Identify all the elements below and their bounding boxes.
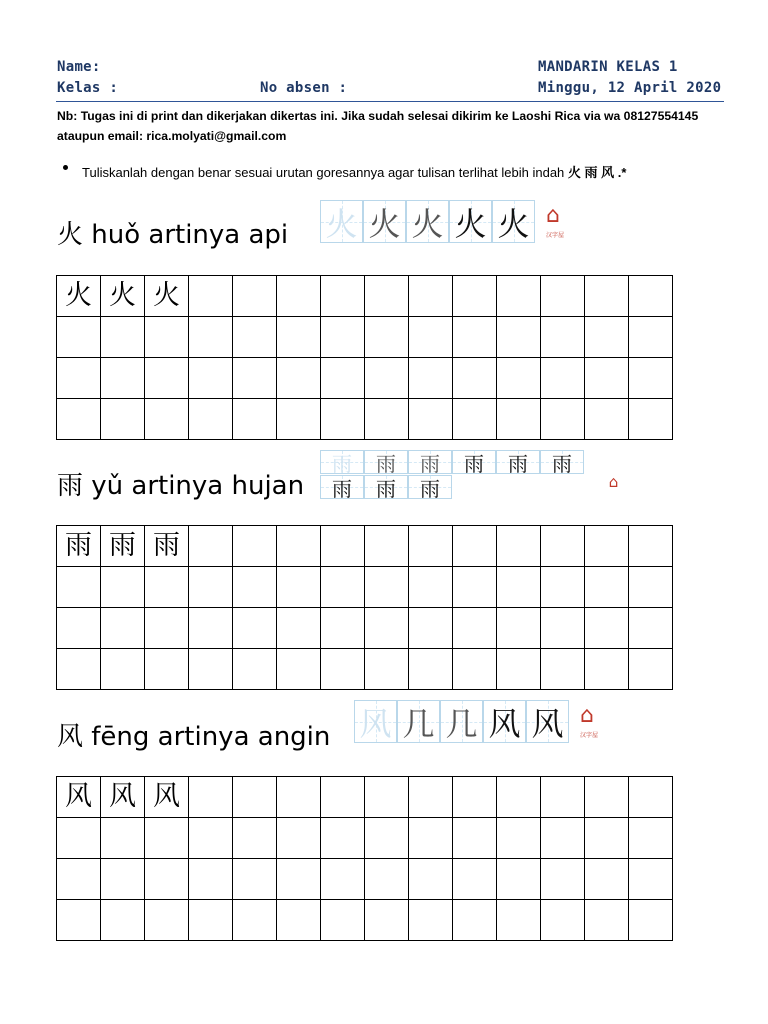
practice-cell[interactable] bbox=[365, 818, 409, 859]
practice-cell[interactable] bbox=[321, 608, 365, 649]
practice-cell[interactable] bbox=[541, 317, 585, 358]
writing-grid-yu bbox=[56, 525, 673, 690]
practice-cell[interactable] bbox=[233, 317, 277, 358]
stroke-order-yu-row2 bbox=[320, 475, 452, 499]
practice-cell[interactable] bbox=[321, 777, 365, 818]
practice-cell[interactable] bbox=[321, 900, 365, 941]
practice-cell[interactable] bbox=[409, 859, 453, 900]
stroke-step: 雨 bbox=[496, 450, 540, 474]
practice-cell[interactable] bbox=[233, 900, 277, 941]
practice-cell[interactable] bbox=[233, 276, 277, 317]
practice-cell[interactable] bbox=[189, 567, 233, 608]
practice-cell[interactable] bbox=[101, 818, 145, 859]
practice-cell[interactable] bbox=[453, 777, 497, 818]
practice-cell[interactable] bbox=[497, 276, 541, 317]
practice-cell[interactable] bbox=[321, 818, 365, 859]
stroke-step: 火 bbox=[320, 200, 363, 243]
instruction-text: Tuliskanlah dengan benar sesuai urutan goresannya agar tulisan terlihat lebih indah bbox=[82, 165, 565, 180]
practice-cell[interactable] bbox=[365, 649, 409, 690]
stroke-step: 雨 bbox=[452, 450, 496, 474]
practice-cell[interactable] bbox=[365, 900, 409, 941]
practice-cell[interactable] bbox=[233, 649, 277, 690]
practice-cell[interactable] bbox=[497, 777, 541, 818]
practice-cell[interactable] bbox=[497, 649, 541, 690]
practice-cell[interactable] bbox=[233, 777, 277, 818]
practice-cell[interactable] bbox=[277, 317, 321, 358]
stroke-step: 雨 bbox=[364, 450, 408, 474]
practice-cell[interactable] bbox=[409, 608, 453, 649]
practice-cell[interactable] bbox=[453, 317, 497, 358]
example-cell: 风 bbox=[57, 777, 101, 818]
practice-cell[interactable] bbox=[497, 818, 541, 859]
practice-cell[interactable] bbox=[365, 399, 409, 440]
practice-cell[interactable] bbox=[277, 358, 321, 399]
practice-cell[interactable] bbox=[189, 358, 233, 399]
assignment-note: Nb: Tugas ini di print dan dikerjakan dikertas ini. Jika sudah selesai dikirim ke Laoshi Rica via wa 08127554145 ataupun email: rica.molyati@gmail.com bbox=[57, 109, 699, 143]
practice-cell[interactable] bbox=[541, 859, 585, 900]
practice-cell[interactable] bbox=[57, 818, 101, 859]
practice-cell[interactable] bbox=[277, 777, 321, 818]
practice-cell[interactable] bbox=[189, 777, 233, 818]
practice-cell[interactable] bbox=[497, 358, 541, 399]
stroke-step: 几 bbox=[397, 700, 440, 743]
practice-cell[interactable] bbox=[57, 900, 101, 941]
stroke-order-yu-row1 bbox=[320, 450, 584, 474]
hanziwu-logo-icon: ⌂ 汉字屋 bbox=[580, 703, 599, 739]
practice-cell[interactable] bbox=[101, 649, 145, 690]
practice-cell[interactable] bbox=[277, 649, 321, 690]
practice-cell[interactable] bbox=[145, 608, 189, 649]
practice-cell[interactable] bbox=[233, 399, 277, 440]
practice-cell[interactable] bbox=[585, 777, 629, 818]
practice-cell[interactable] bbox=[409, 526, 453, 567]
table-row bbox=[57, 608, 673, 649]
practice-cell[interactable] bbox=[365, 608, 409, 649]
course-title: MANDARIN KELAS 1 bbox=[538, 59, 678, 75]
practice-cell[interactable] bbox=[277, 900, 321, 941]
practice-cell[interactable] bbox=[409, 276, 453, 317]
practice-cell[interactable] bbox=[277, 818, 321, 859]
example-cell: 雨 bbox=[57, 526, 101, 567]
practice-cell[interactable] bbox=[101, 567, 145, 608]
stroke-step: 雨 bbox=[540, 450, 584, 474]
practice-cell[interactable] bbox=[453, 608, 497, 649]
practice-cell[interactable] bbox=[277, 859, 321, 900]
practice-cell[interactable] bbox=[629, 358, 673, 399]
practice-cell[interactable] bbox=[101, 358, 145, 399]
practice-cell[interactable] bbox=[57, 859, 101, 900]
practice-cell[interactable] bbox=[409, 777, 453, 818]
practice-cell[interactable] bbox=[541, 276, 585, 317]
practice-cell[interactable] bbox=[541, 567, 585, 608]
stroke-order-huo bbox=[320, 200, 535, 243]
practice-cell[interactable] bbox=[233, 567, 277, 608]
practice-cell[interactable] bbox=[541, 358, 585, 399]
practice-cell[interactable] bbox=[453, 900, 497, 941]
stroke-step: 火 bbox=[406, 200, 449, 243]
writing-grid-feng bbox=[56, 776, 673, 941]
practice-cell[interactable] bbox=[585, 399, 629, 440]
practice-cell[interactable] bbox=[233, 526, 277, 567]
char-title-feng: 风 fēng artinya angin bbox=[57, 722, 331, 752]
example-cell: 雨 bbox=[101, 526, 145, 567]
practice-cell[interactable] bbox=[145, 317, 189, 358]
practice-cell[interactable] bbox=[497, 399, 541, 440]
practice-cell[interactable] bbox=[189, 399, 233, 440]
kelas-label: Kelas : bbox=[57, 80, 119, 96]
practice-cell[interactable] bbox=[145, 567, 189, 608]
practice-cell[interactable] bbox=[629, 276, 673, 317]
stroke-order-feng bbox=[354, 700, 569, 743]
practice-cell[interactable] bbox=[585, 649, 629, 690]
practice-cell[interactable] bbox=[453, 276, 497, 317]
practice-cell[interactable] bbox=[629, 317, 673, 358]
practice-cell[interactable] bbox=[629, 818, 673, 859]
practice-cell[interactable] bbox=[57, 399, 101, 440]
table-row bbox=[57, 900, 673, 941]
stroke-step: 雨 bbox=[408, 475, 452, 499]
stroke-step: 火 bbox=[449, 200, 492, 243]
practice-cell[interactable] bbox=[629, 859, 673, 900]
practice-cell[interactable] bbox=[101, 399, 145, 440]
practice-cell[interactable] bbox=[453, 649, 497, 690]
bullet-icon bbox=[63, 165, 68, 170]
practice-cell[interactable] bbox=[101, 317, 145, 358]
practice-cell[interactable] bbox=[541, 526, 585, 567]
stroke-step: 火 bbox=[363, 200, 406, 243]
practice-cell[interactable] bbox=[541, 777, 585, 818]
instruction bbox=[82, 162, 626, 181]
practice-cell[interactable] bbox=[145, 900, 189, 941]
example-cell: 火 bbox=[101, 276, 145, 317]
practice-cell[interactable] bbox=[189, 276, 233, 317]
practice-cell[interactable] bbox=[365, 276, 409, 317]
stroke-step: 火 bbox=[492, 200, 535, 243]
practice-cell[interactable] bbox=[409, 399, 453, 440]
practice-cell[interactable] bbox=[453, 399, 497, 440]
practice-cell[interactable] bbox=[541, 818, 585, 859]
char-title-yu: 雨 yǔ artinya hujan bbox=[57, 471, 305, 501]
practice-cell[interactable] bbox=[365, 859, 409, 900]
practice-cell[interactable] bbox=[321, 649, 365, 690]
practice-cell[interactable] bbox=[497, 567, 541, 608]
stroke-step: 几 bbox=[440, 700, 483, 743]
hanziwu-logo-icon: ⌂ bbox=[608, 473, 619, 492]
table-row bbox=[57, 649, 673, 690]
practice-cell[interactable] bbox=[629, 900, 673, 941]
practice-cell[interactable] bbox=[629, 608, 673, 649]
table-row bbox=[57, 818, 673, 859]
practice-cell[interactable] bbox=[189, 859, 233, 900]
practice-cell[interactable] bbox=[365, 358, 409, 399]
absen-label: No absen : bbox=[260, 80, 348, 96]
practice-cell[interactable] bbox=[453, 358, 497, 399]
practice-cell[interactable] bbox=[497, 526, 541, 567]
practice-cell[interactable] bbox=[629, 399, 673, 440]
stroke-step: 风 bbox=[526, 700, 569, 743]
practice-cell[interactable] bbox=[101, 900, 145, 941]
header-rule bbox=[56, 101, 724, 102]
practice-cell[interactable] bbox=[629, 777, 673, 818]
example-cell: 风 bbox=[101, 777, 145, 818]
practice-cell[interactable] bbox=[321, 567, 365, 608]
practice-cell[interactable] bbox=[57, 317, 101, 358]
table-row bbox=[57, 358, 673, 399]
practice-cell[interactable] bbox=[145, 649, 189, 690]
practice-cell[interactable] bbox=[453, 526, 497, 567]
stroke-step: 雨 bbox=[320, 475, 364, 499]
practice-cell[interactable] bbox=[409, 900, 453, 941]
practice-cell[interactable] bbox=[101, 859, 145, 900]
practice-cell[interactable] bbox=[585, 317, 629, 358]
practice-cell[interactable] bbox=[277, 276, 321, 317]
practice-cell[interactable] bbox=[145, 399, 189, 440]
practice-cell[interactable] bbox=[233, 859, 277, 900]
stroke-step: 风 bbox=[354, 700, 397, 743]
practice-cell[interactable] bbox=[497, 900, 541, 941]
practice-cell[interactable] bbox=[145, 358, 189, 399]
table-row bbox=[57, 526, 673, 567]
practice-cell[interactable] bbox=[365, 567, 409, 608]
practice-cell[interactable] bbox=[497, 859, 541, 900]
practice-cell[interactable] bbox=[541, 399, 585, 440]
example-cell: 火 bbox=[145, 276, 189, 317]
practice-cell[interactable] bbox=[497, 608, 541, 649]
practice-cell[interactable] bbox=[57, 608, 101, 649]
practice-cell[interactable] bbox=[321, 358, 365, 399]
stroke-step: 雨 bbox=[320, 450, 364, 474]
instruction-chars: 火 雨 风 .* bbox=[567, 165, 627, 180]
practice-cell[interactable] bbox=[585, 567, 629, 608]
practice-cell[interactable] bbox=[189, 608, 233, 649]
date-label: Minggu, 12 April 2020 bbox=[538, 80, 722, 96]
practice-cell[interactable] bbox=[453, 567, 497, 608]
practice-cell[interactable] bbox=[365, 777, 409, 818]
practice-cell[interactable] bbox=[629, 567, 673, 608]
practice-cell[interactable] bbox=[277, 567, 321, 608]
writing-grid-huo bbox=[56, 275, 673, 440]
practice-cell[interactable] bbox=[409, 818, 453, 859]
practice-cell[interactable] bbox=[233, 358, 277, 399]
practice-cell[interactable] bbox=[233, 818, 277, 859]
practice-cell[interactable] bbox=[189, 526, 233, 567]
practice-cell[interactable] bbox=[409, 317, 453, 358]
practice-cell[interactable] bbox=[585, 859, 629, 900]
hanziwu-logo-icon: ⌂ 汉字屋 bbox=[546, 203, 565, 239]
example-cell: 火 bbox=[57, 276, 101, 317]
practice-cell[interactable] bbox=[321, 859, 365, 900]
practice-cell[interactable] bbox=[585, 276, 629, 317]
table-row bbox=[57, 317, 673, 358]
table-row bbox=[57, 567, 673, 608]
practice-cell[interactable] bbox=[145, 818, 189, 859]
practice-cell[interactable] bbox=[585, 526, 629, 567]
name-label: Name: bbox=[57, 59, 101, 75]
practice-cell[interactable] bbox=[189, 818, 233, 859]
practice-cell[interactable] bbox=[365, 526, 409, 567]
practice-cell[interactable] bbox=[409, 567, 453, 608]
practice-cell[interactable] bbox=[541, 900, 585, 941]
practice-cell[interactable] bbox=[233, 608, 277, 649]
practice-cell[interactable] bbox=[189, 649, 233, 690]
table-row bbox=[57, 777, 673, 818]
practice-cell[interactable] bbox=[189, 317, 233, 358]
practice-cell[interactable] bbox=[629, 526, 673, 567]
stroke-step: 雨 bbox=[408, 450, 452, 474]
practice-cell[interactable] bbox=[57, 567, 101, 608]
char-title-huo: 火 huǒ artinya api bbox=[57, 220, 289, 250]
practice-cell[interactable] bbox=[541, 649, 585, 690]
practice-cell[interactable] bbox=[145, 859, 189, 900]
practice-cell[interactable] bbox=[189, 900, 233, 941]
table-row bbox=[57, 399, 673, 440]
practice-cell[interactable] bbox=[453, 818, 497, 859]
practice-cell[interactable] bbox=[585, 900, 629, 941]
example-cell: 雨 bbox=[145, 526, 189, 567]
stroke-step: 风 bbox=[483, 700, 526, 743]
practice-cell[interactable] bbox=[101, 608, 145, 649]
practice-cell[interactable] bbox=[585, 818, 629, 859]
practice-cell[interactable] bbox=[321, 399, 365, 440]
stroke-step: 雨 bbox=[364, 475, 408, 499]
practice-cell[interactable] bbox=[409, 358, 453, 399]
practice-cell[interactable] bbox=[585, 608, 629, 649]
practice-cell[interactable] bbox=[277, 399, 321, 440]
table-row bbox=[57, 859, 673, 900]
practice-cell[interactable] bbox=[57, 358, 101, 399]
practice-cell[interactable] bbox=[57, 649, 101, 690]
practice-cell[interactable] bbox=[365, 317, 409, 358]
practice-cell[interactable] bbox=[629, 649, 673, 690]
practice-cell[interactable] bbox=[277, 608, 321, 649]
practice-cell[interactable] bbox=[497, 317, 541, 358]
practice-cell[interactable] bbox=[585, 358, 629, 399]
practice-cell[interactable] bbox=[321, 526, 365, 567]
practice-cell[interactable] bbox=[277, 526, 321, 567]
practice-cell[interactable] bbox=[409, 649, 453, 690]
practice-cell[interactable] bbox=[321, 317, 365, 358]
practice-cell[interactable] bbox=[321, 276, 365, 317]
example-cell: 风 bbox=[145, 777, 189, 818]
table-row bbox=[57, 276, 673, 317]
practice-cell[interactable] bbox=[541, 608, 585, 649]
practice-cell[interactable] bbox=[453, 859, 497, 900]
